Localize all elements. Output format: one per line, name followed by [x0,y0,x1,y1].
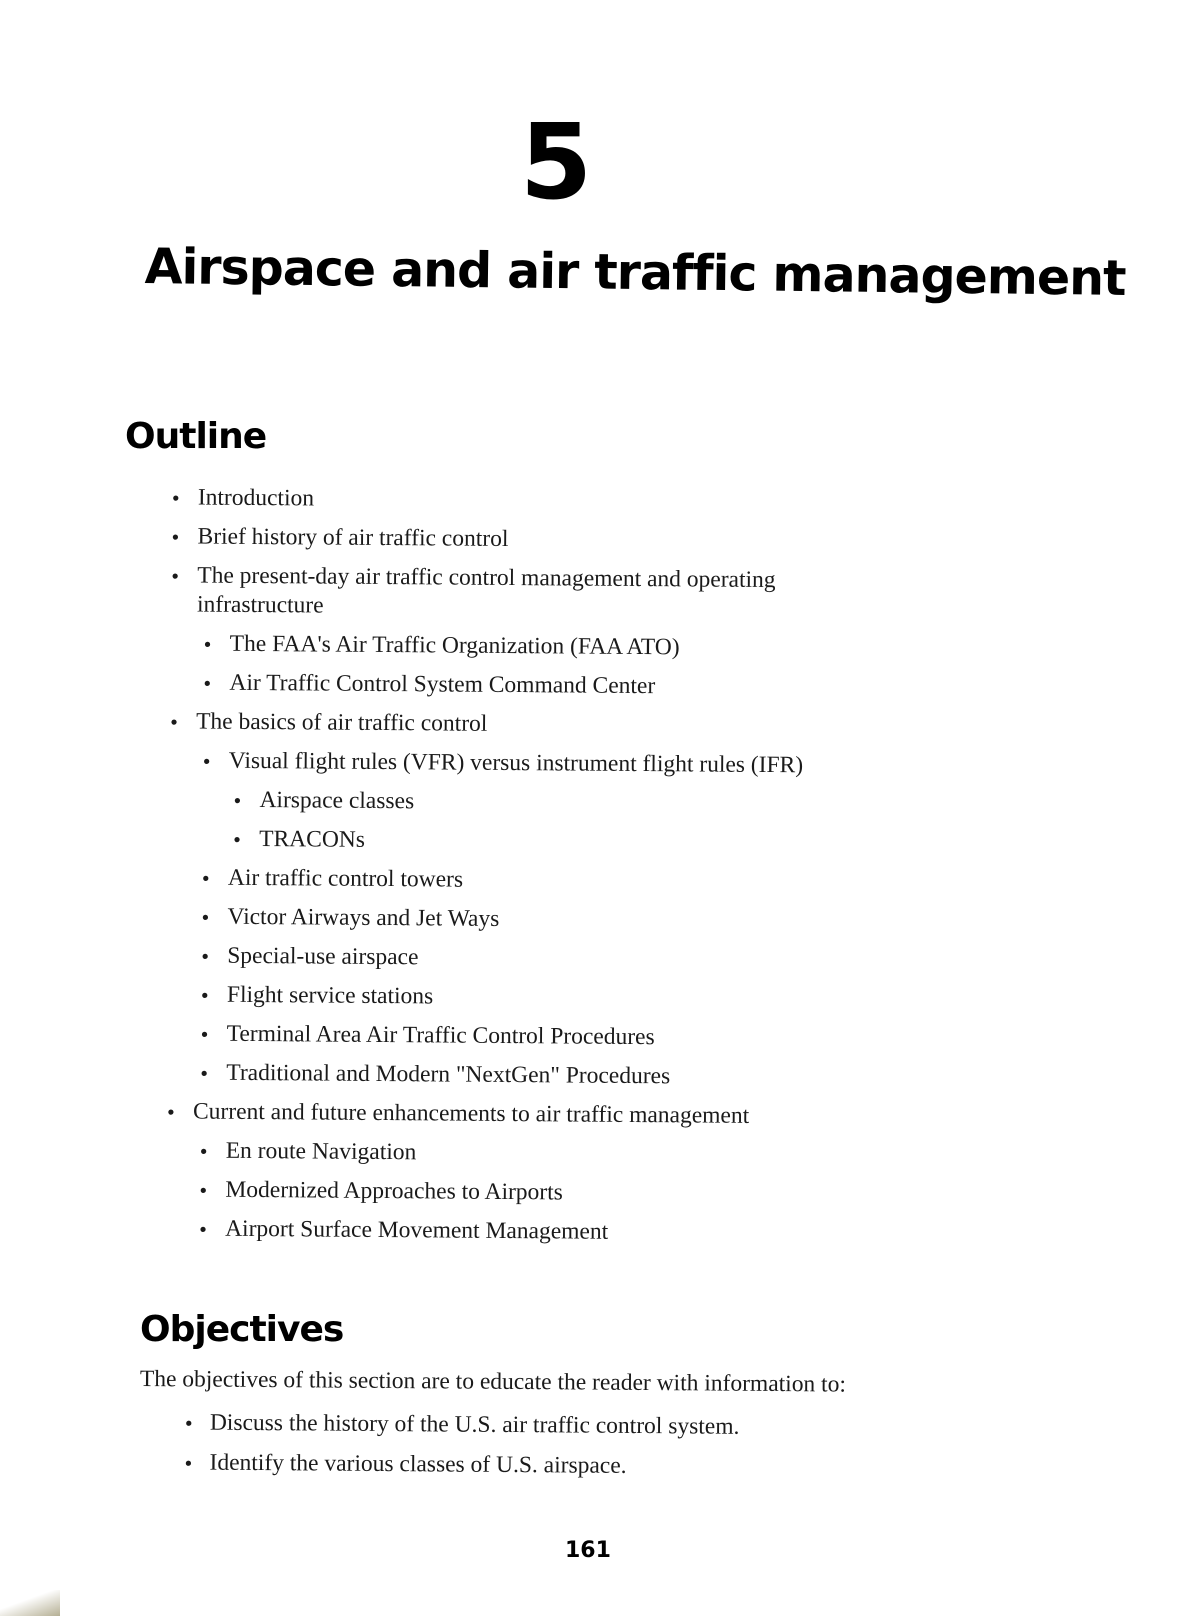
outline-item-text: TRACONs [259,826,366,853]
outline-item [0,521,888,557]
bullet-icon: • [184,1410,193,1436]
bullet-icon: • [200,1060,209,1086]
outline-item [0,706,886,742]
outline-item [0,628,1199,666]
outline-item-text: The FAA's Air Traffic Organization (FAA ATO) [229,630,680,661]
bullet-icon: • [200,1021,209,1047]
outline-item [0,823,1197,861]
outline-item-text: Airspace classes [259,787,415,815]
outline-item [0,1135,1195,1173]
bullet-icon: • [166,1099,175,1125]
bullet-icon: • [199,1177,208,1203]
bullet-icon: • [171,485,180,511]
objective-item-text: Discuss the history of the U.S. air traffic control system. [209,1409,740,1440]
bullet-icon: • [200,982,209,1008]
page-number: 161 [565,1538,611,1563]
outline-item [0,784,1198,822]
outline-item-text: The basics of air traffic control [196,708,488,737]
outline-item-text: The present-day air traffic control management and operating infrastructure [196,562,776,619]
outline-item-text: Air Traffic Control System Command Center [229,669,656,700]
outline-item-text: Special-use airspace [227,942,419,971]
outline-item-text: En route Navigation [225,1137,417,1166]
bullet-icon: • [202,748,211,774]
bullet-icon: • [201,865,210,891]
outline-item-text: Victor Airways and Jet Ways [227,903,500,932]
bullet-icon: • [199,1216,207,1242]
outline-item [0,560,887,625]
outline-item [0,745,1198,783]
bullet-icon: • [233,787,242,813]
outline-item [0,979,1196,1017]
outline-item [0,1174,1195,1212]
objective-item-text: Identify the various classes of U.S. airspace. [209,1449,627,1479]
bullet-icon: • [199,1138,208,1164]
outline-item [0,667,1199,705]
bullet-icon: • [233,826,242,852]
bullet-icon: • [203,631,212,657]
bullet-icon: • [201,904,210,930]
objective-item [0,1447,1200,1485]
outline-item [0,862,1197,900]
outline-item-text: Introduction [197,484,315,512]
outline-item [0,1057,1195,1095]
objectives-intro: The objectives of this section are to educate the reader with information to: [139,1366,847,1398]
chapter-number: 5 [519,101,593,223]
outline-item [0,1018,1196,1056]
outline-item-text: Modernized Approaches to Airports [225,1176,563,1206]
outline-item [0,901,1197,939]
outline-item-text: Flight service stations [226,981,434,1010]
bullet-icon: • [170,709,178,735]
outline-item-text: Visual flight rules (VFR) versus instrument flight rules (IFR) [228,747,804,779]
bullet-icon: • [203,670,212,696]
bullet-icon: • [184,1450,193,1476]
bullet-icon: • [171,524,180,550]
outline-heading: Outline [125,416,267,457]
outline-item [0,482,888,518]
outline-list [0,482,1200,1261]
page-edge-shadow [0,1590,60,1616]
outline-item-text: Current and future enhancements to air traffic management [192,1098,750,1129]
outline-item [0,1213,1194,1251]
outline-item-text: Brief history of air traffic control [197,523,509,552]
outline-item-text: Airport Surface Movement Management [225,1215,609,1245]
objectives-list [0,1407,1200,1496]
outline-item-text: Air traffic control towers [227,864,464,893]
chapter-title: Airspace and air traffic management [144,238,1126,307]
objective-item [0,1407,1200,1445]
outline-item-text: Traditional and Modern "NextGen" Procedures [226,1059,671,1090]
outline-item-text: Terminal Area Air Traffic Control Procedures [226,1020,655,1051]
outline-item [0,1096,883,1132]
outline-item [0,940,1196,978]
objectives-heading: Objectives [140,1309,344,1350]
bullet-icon: • [171,563,180,589]
bullet-icon: • [201,943,210,969]
